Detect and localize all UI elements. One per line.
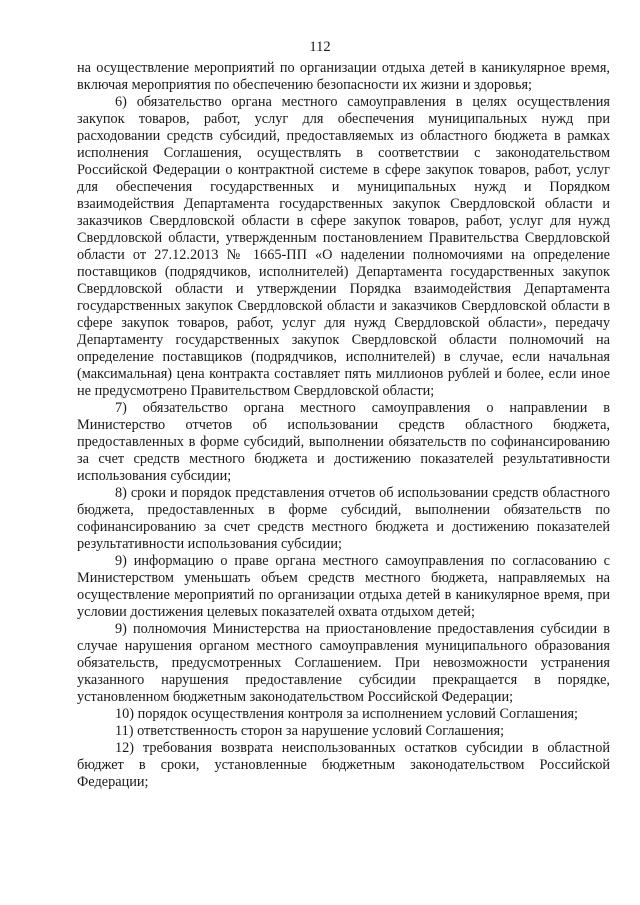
document-body	[77, 60, 610, 791]
paragraph-item-6: 6) обязательство органа местного самоуправления в целях осуществления закупок товаров, работ, услуг для обеспечения муниципальных нужд при расходовании средств субсидий, предоставляемых из областного бюджета в рамках исполнения Соглашения, осуществлять в соответствии с законодательством Российской Федерации о контрактной системе в сфере закупок товаров, работ, услуг для обеспечения государственных и муниципальных нужд и Порядком взаимодействия Департамента государственных закупок Свердловской области и заказчиков Свердловской области в сфере закупок товаров, работ, услуг для нужд Свердловской области, утвержденным постановлением Правительства Свердловской области от 27.12.2013 № 1665-ПП «О наделении полномочиями на определение поставщиков (подрядчиков, исполнителей) Департамента государственных закупок Свердловской области и утверждении Порядка взаимодействия Департамента государственных закупок Свердловской области и заказчиков Свердловской области в сфере закупок товаров, работ, услуг для нужд Свердловской области», передачу Департаменту государственных закупок Свердловской области полномочий на определение поставщиков (подрядчиков, исполнителей) в случае, если начальная (максимальная) цена контракта составляет пять миллионов рублей и более, если иное не предусмотрено Правительством Свердловской области;	[77, 94, 610, 399]
paragraph-item-10: 10) порядок осуществления контроля за исполнением условий Соглашения;	[115, 706, 579, 722]
paragraph-item-8: 8) сроки и порядок представления отчетов об использовании средств областного бюджета, предоставленных в форме субсидий, выполнении обязательств по софинансированию за счет средств местного бюджета и достижению показателей результативности использования субсидии;	[77, 485, 610, 552]
paragraph-continuation: на осуществление мероприятий по организации отдыха детей в каникулярное время, включая мероприятия по обеспечению безопасности их жизни и здоровья;	[77, 60, 610, 93]
page-number: 112	[309, 39, 331, 55]
paragraph-item-7: 7) обязательство органа местного самоуправления о направлении в Министерство отчетов об использовании средств областного бюджета, предоставленных в форме субсидий, выполнении обязательств по софинансированию за счет средств местного бюджета и достижению показателей результативности использования субсидии;	[77, 400, 610, 484]
paragraph-item-11: 11) ответственность сторон за нарушение условий Соглашения;	[115, 723, 505, 739]
paragraph-item-9b: 9) полномочия Министерства на приостановление предоставления субсидии в случае нарушения органом местного самоуправления муниципального образования обязательств, предусмотренных Соглашением. При невозможности устранения указанного нарушения предоставление субсидии прекращается в порядке, установленном бюджетным законодательством Российской Федерации;	[77, 621, 610, 705]
paragraph-item-9a: 9) информацию о праве органа местного самоуправления по согласованию с Министерством уменьшать объем средств местного бюджета, направляемых на осуществление мероприятий по организации отдыха детей в каникулярное время, при условии достижения целевых показателей охвата отдыхом детей;	[77, 553, 610, 620]
paragraph-item-12: 12) требования возврата неиспользованных остатков субсидии в областной бюджет в сроки, установленные бюджетным законодательством Российской Федерации;	[77, 740, 610, 790]
